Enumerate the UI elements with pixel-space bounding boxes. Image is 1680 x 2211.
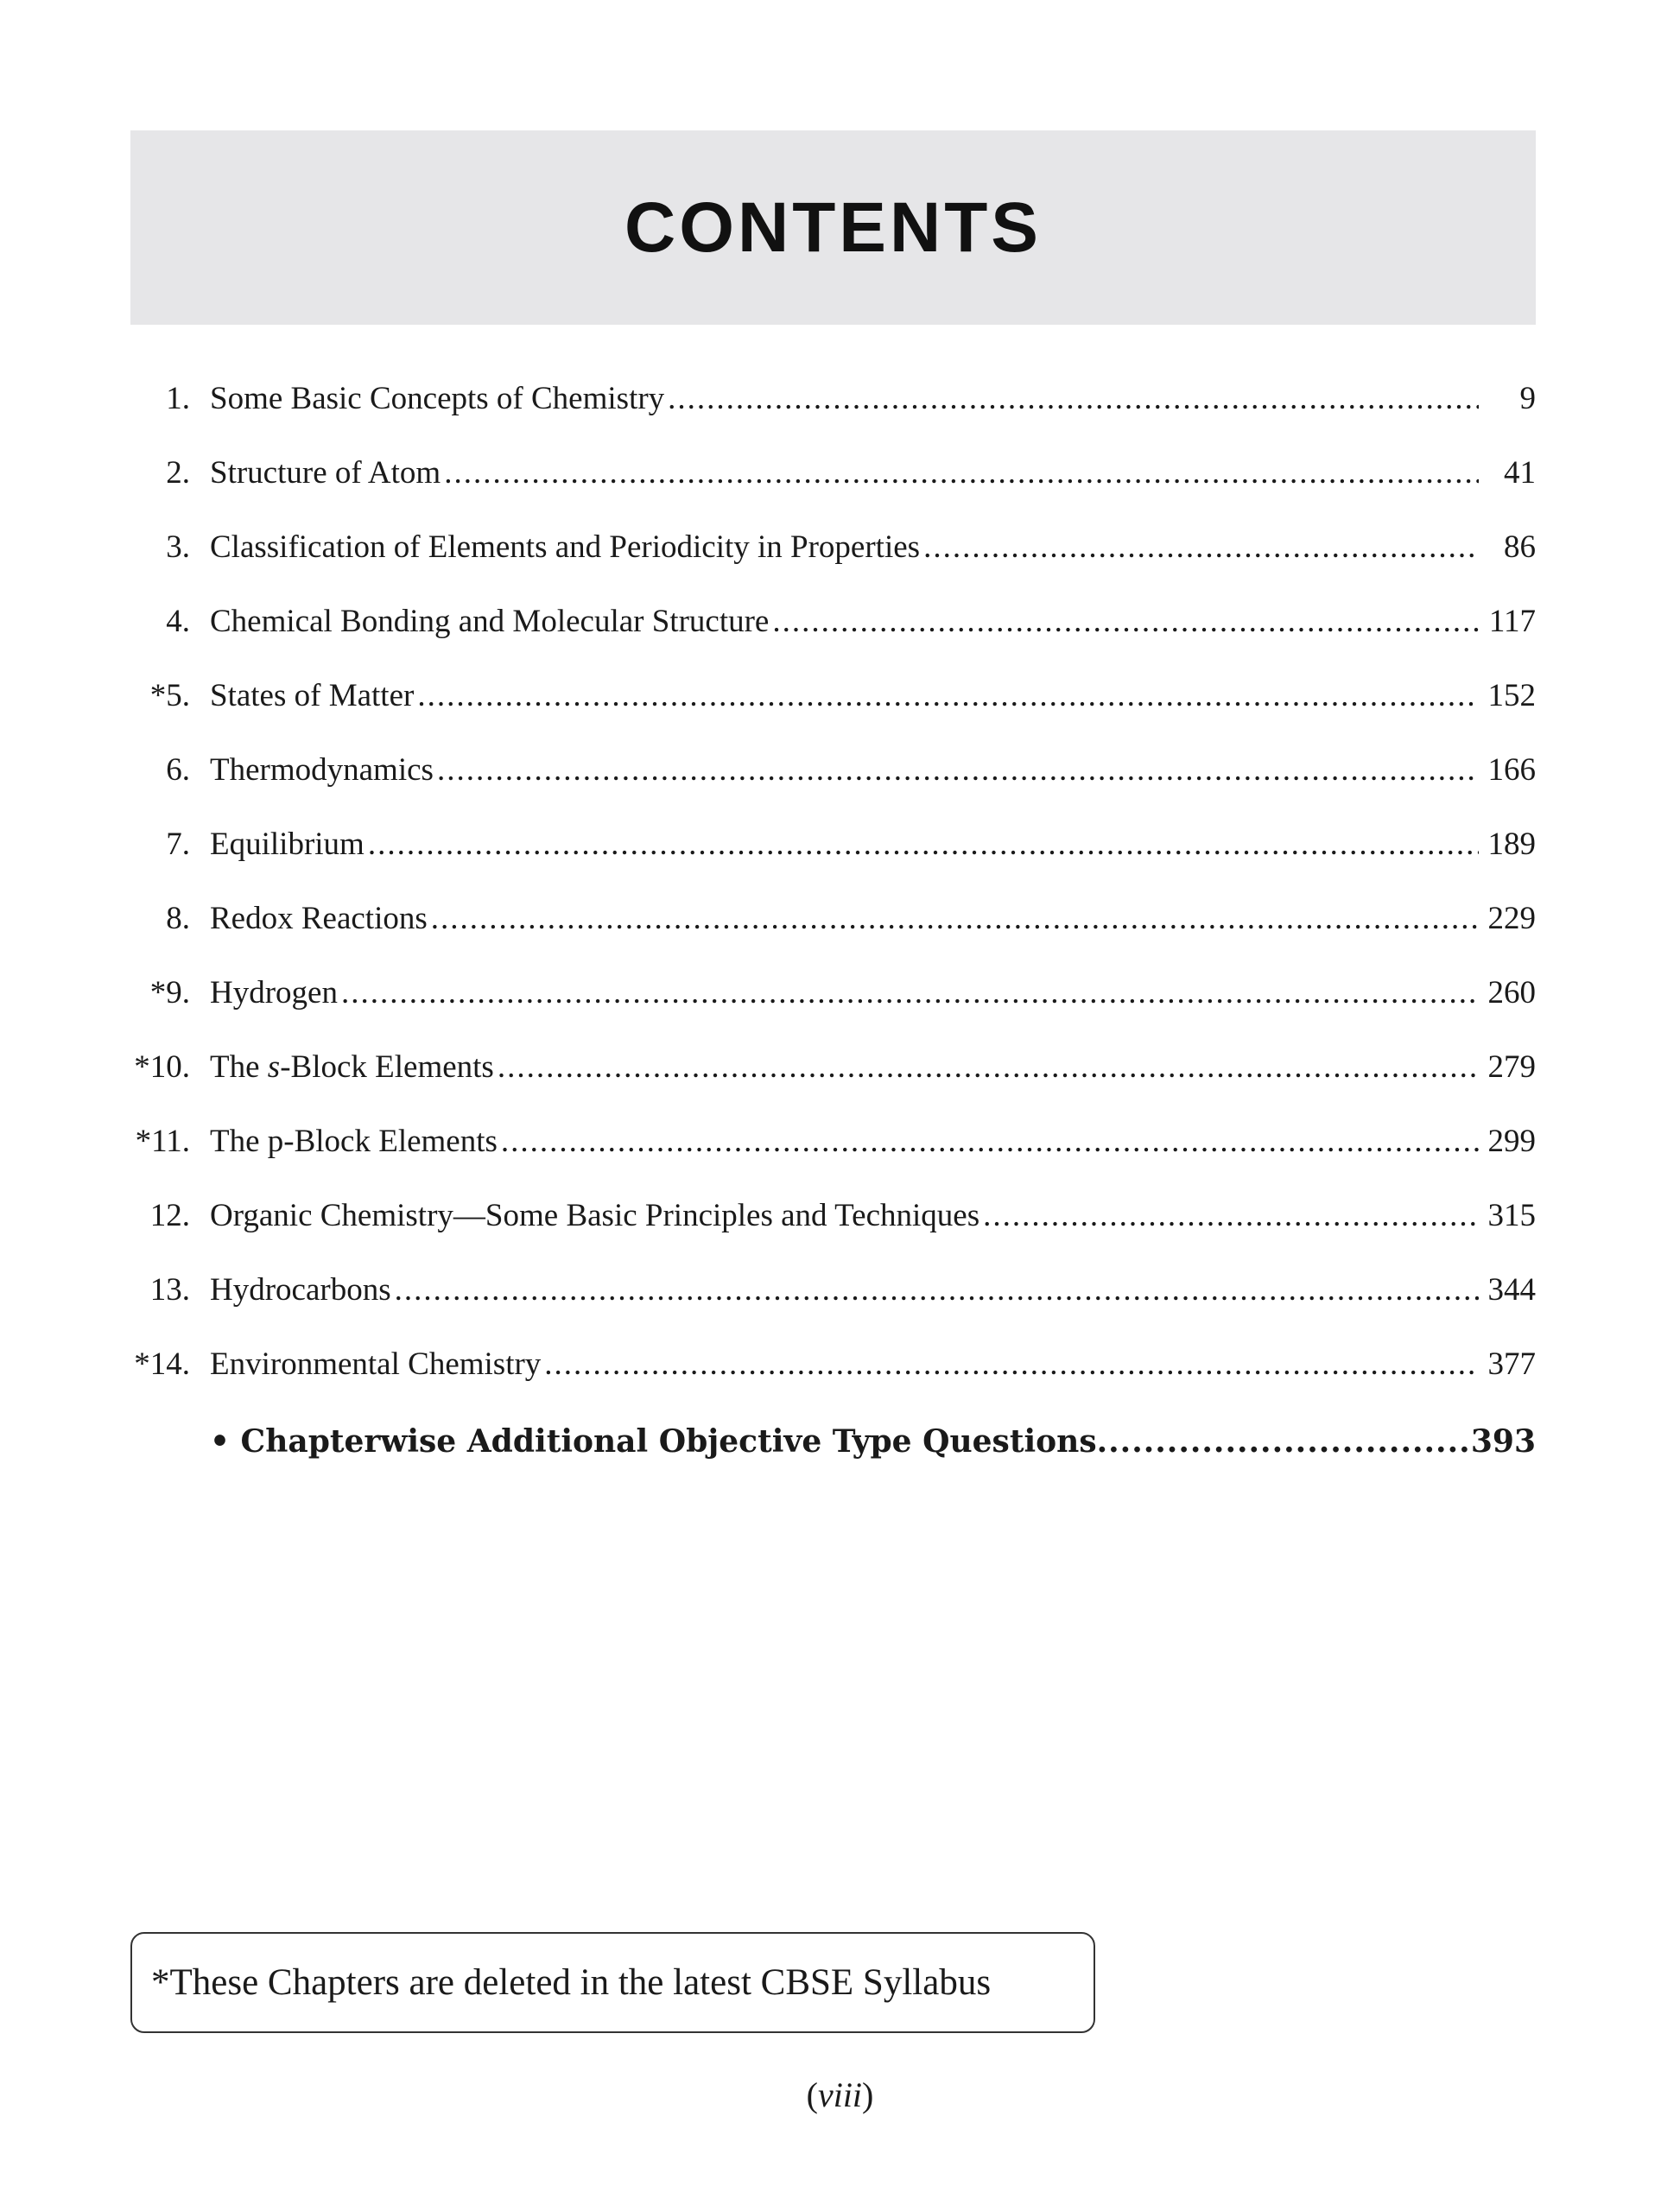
page-number: 377 — [1487, 1346, 1536, 1382]
toc-entry-additional[interactable] — [121, 1423, 1536, 1498]
chapter-number: *5. — [149, 678, 190, 713]
page-number: 152 — [1487, 678, 1536, 713]
dot-leader — [341, 974, 1479, 1011]
dot-leader — [983, 1197, 1479, 1234]
folio-open: ( — [806, 2075, 818, 2114]
dot-leader — [498, 1048, 1479, 1086]
folio-close: ) — [862, 2075, 874, 2114]
chapter-number: 3. — [166, 529, 190, 565]
table-of-contents — [121, 380, 1536, 1498]
chapter-number: 13. — [149, 1272, 190, 1308]
chapter-title: The p-Block Elements — [210, 1124, 498, 1159]
page-number: 315 — [1487, 1198, 1536, 1233]
dot-leader — [501, 1123, 1479, 1160]
dot-leader — [368, 826, 1479, 863]
chapter-title: Hydrocarbons — [210, 1272, 391, 1308]
page-number: 229 — [1487, 901, 1536, 936]
page-number: 260 — [1487, 975, 1536, 1010]
toc-entry[interactable] — [121, 1048, 1536, 1123]
chapter-title — [210, 1048, 494, 1086]
dot-leader — [444, 454, 1479, 491]
chapter-number: 4. — [166, 604, 190, 639]
chapter-title: Structure of Atom — [210, 455, 441, 491]
chapter-number: 12. — [149, 1198, 190, 1233]
toc-entry[interactable] — [121, 1123, 1536, 1197]
dot-leader — [395, 1271, 1479, 1308]
toc-entry[interactable] — [121, 1346, 1536, 1420]
chapter-title: Organic Chemistry—Some Basic Principles and Techniques — [210, 1198, 980, 1233]
chapter-title: Some Basic Concepts of Chemistry — [210, 381, 665, 416]
page-number: 393 — [1470, 1423, 1536, 1460]
title-suffix: -Block Elements — [280, 1049, 494, 1085]
dot-leader — [668, 380, 1479, 417]
dot-leader — [417, 677, 1479, 714]
page-number: 189 — [1487, 827, 1536, 862]
toc-entry[interactable] — [121, 1271, 1536, 1346]
chapter-title: States of Matter — [210, 678, 415, 713]
chapter-title: Chemical Bonding and Molecular Structure — [210, 604, 770, 639]
toc-entry[interactable] — [121, 603, 1536, 677]
dot-leader — [1097, 1423, 1471, 1460]
dot-leader — [437, 751, 1479, 789]
page-number: 41 — [1504, 455, 1536, 491]
chapter-number: 7. — [166, 827, 190, 862]
chapter-number: *10. — [134, 1049, 190, 1085]
toc-entry[interactable] — [121, 529, 1536, 603]
chapter-number: *9. — [149, 975, 190, 1010]
chapter-number: 2. — [166, 455, 190, 491]
contents-header — [130, 130, 1536, 325]
chapter-title: Equilibrium — [210, 827, 365, 862]
dot-leader — [923, 529, 1479, 566]
page-number: 279 — [1487, 1049, 1536, 1085]
chapter-title: Classification of Elements and Periodicity in Properties — [210, 529, 921, 565]
page-number: 117 — [1488, 604, 1536, 639]
chapter-number: *11. — [135, 1124, 190, 1159]
page-folio — [0, 2075, 1680, 2115]
folio-number: viii — [817, 2075, 863, 2114]
title-italic: s — [267, 1049, 281, 1085]
chapter-title: Redox Reactions — [210, 901, 428, 936]
title-prefix: The — [210, 1049, 268, 1085]
page-number: 9 — [1519, 381, 1536, 416]
toc-entry[interactable] — [121, 900, 1536, 974]
footnote-box — [130, 1932, 1095, 2033]
dot-leader — [544, 1346, 1479, 1383]
chapter-title: Environmental Chemistry — [210, 1346, 542, 1382]
chapter-number: *14. — [134, 1346, 190, 1382]
toc-entry[interactable] — [121, 677, 1536, 751]
toc-entry[interactable] — [121, 751, 1536, 826]
footnote-text: *These Chapters are deleted in the latest CBSE Syllabus — [151, 1962, 992, 2003]
chapter-title: Hydrogen — [210, 975, 338, 1010]
toc-entry[interactable] — [121, 826, 1536, 900]
chapter-number: 1. — [166, 381, 190, 416]
page-title: CONTENTS — [624, 187, 1042, 267]
toc-entry[interactable] — [121, 1197, 1536, 1271]
toc-entry[interactable] — [121, 454, 1536, 529]
chapter-number: 6. — [166, 752, 190, 788]
page-number: 166 — [1487, 752, 1536, 788]
dot-leader — [431, 900, 1479, 937]
dot-leader — [772, 603, 1479, 640]
chapter-title: Thermodynamics — [210, 752, 434, 788]
additional-title: • Chapterwise Additional Objective Type Questions — [210, 1423, 1097, 1460]
page-number: 344 — [1487, 1272, 1536, 1308]
toc-entry[interactable] — [121, 974, 1536, 1048]
page-number: 299 — [1487, 1124, 1536, 1159]
page-number: 86 — [1504, 529, 1536, 565]
chapter-number: 8. — [166, 901, 190, 936]
toc-entry[interactable] — [121, 380, 1536, 454]
